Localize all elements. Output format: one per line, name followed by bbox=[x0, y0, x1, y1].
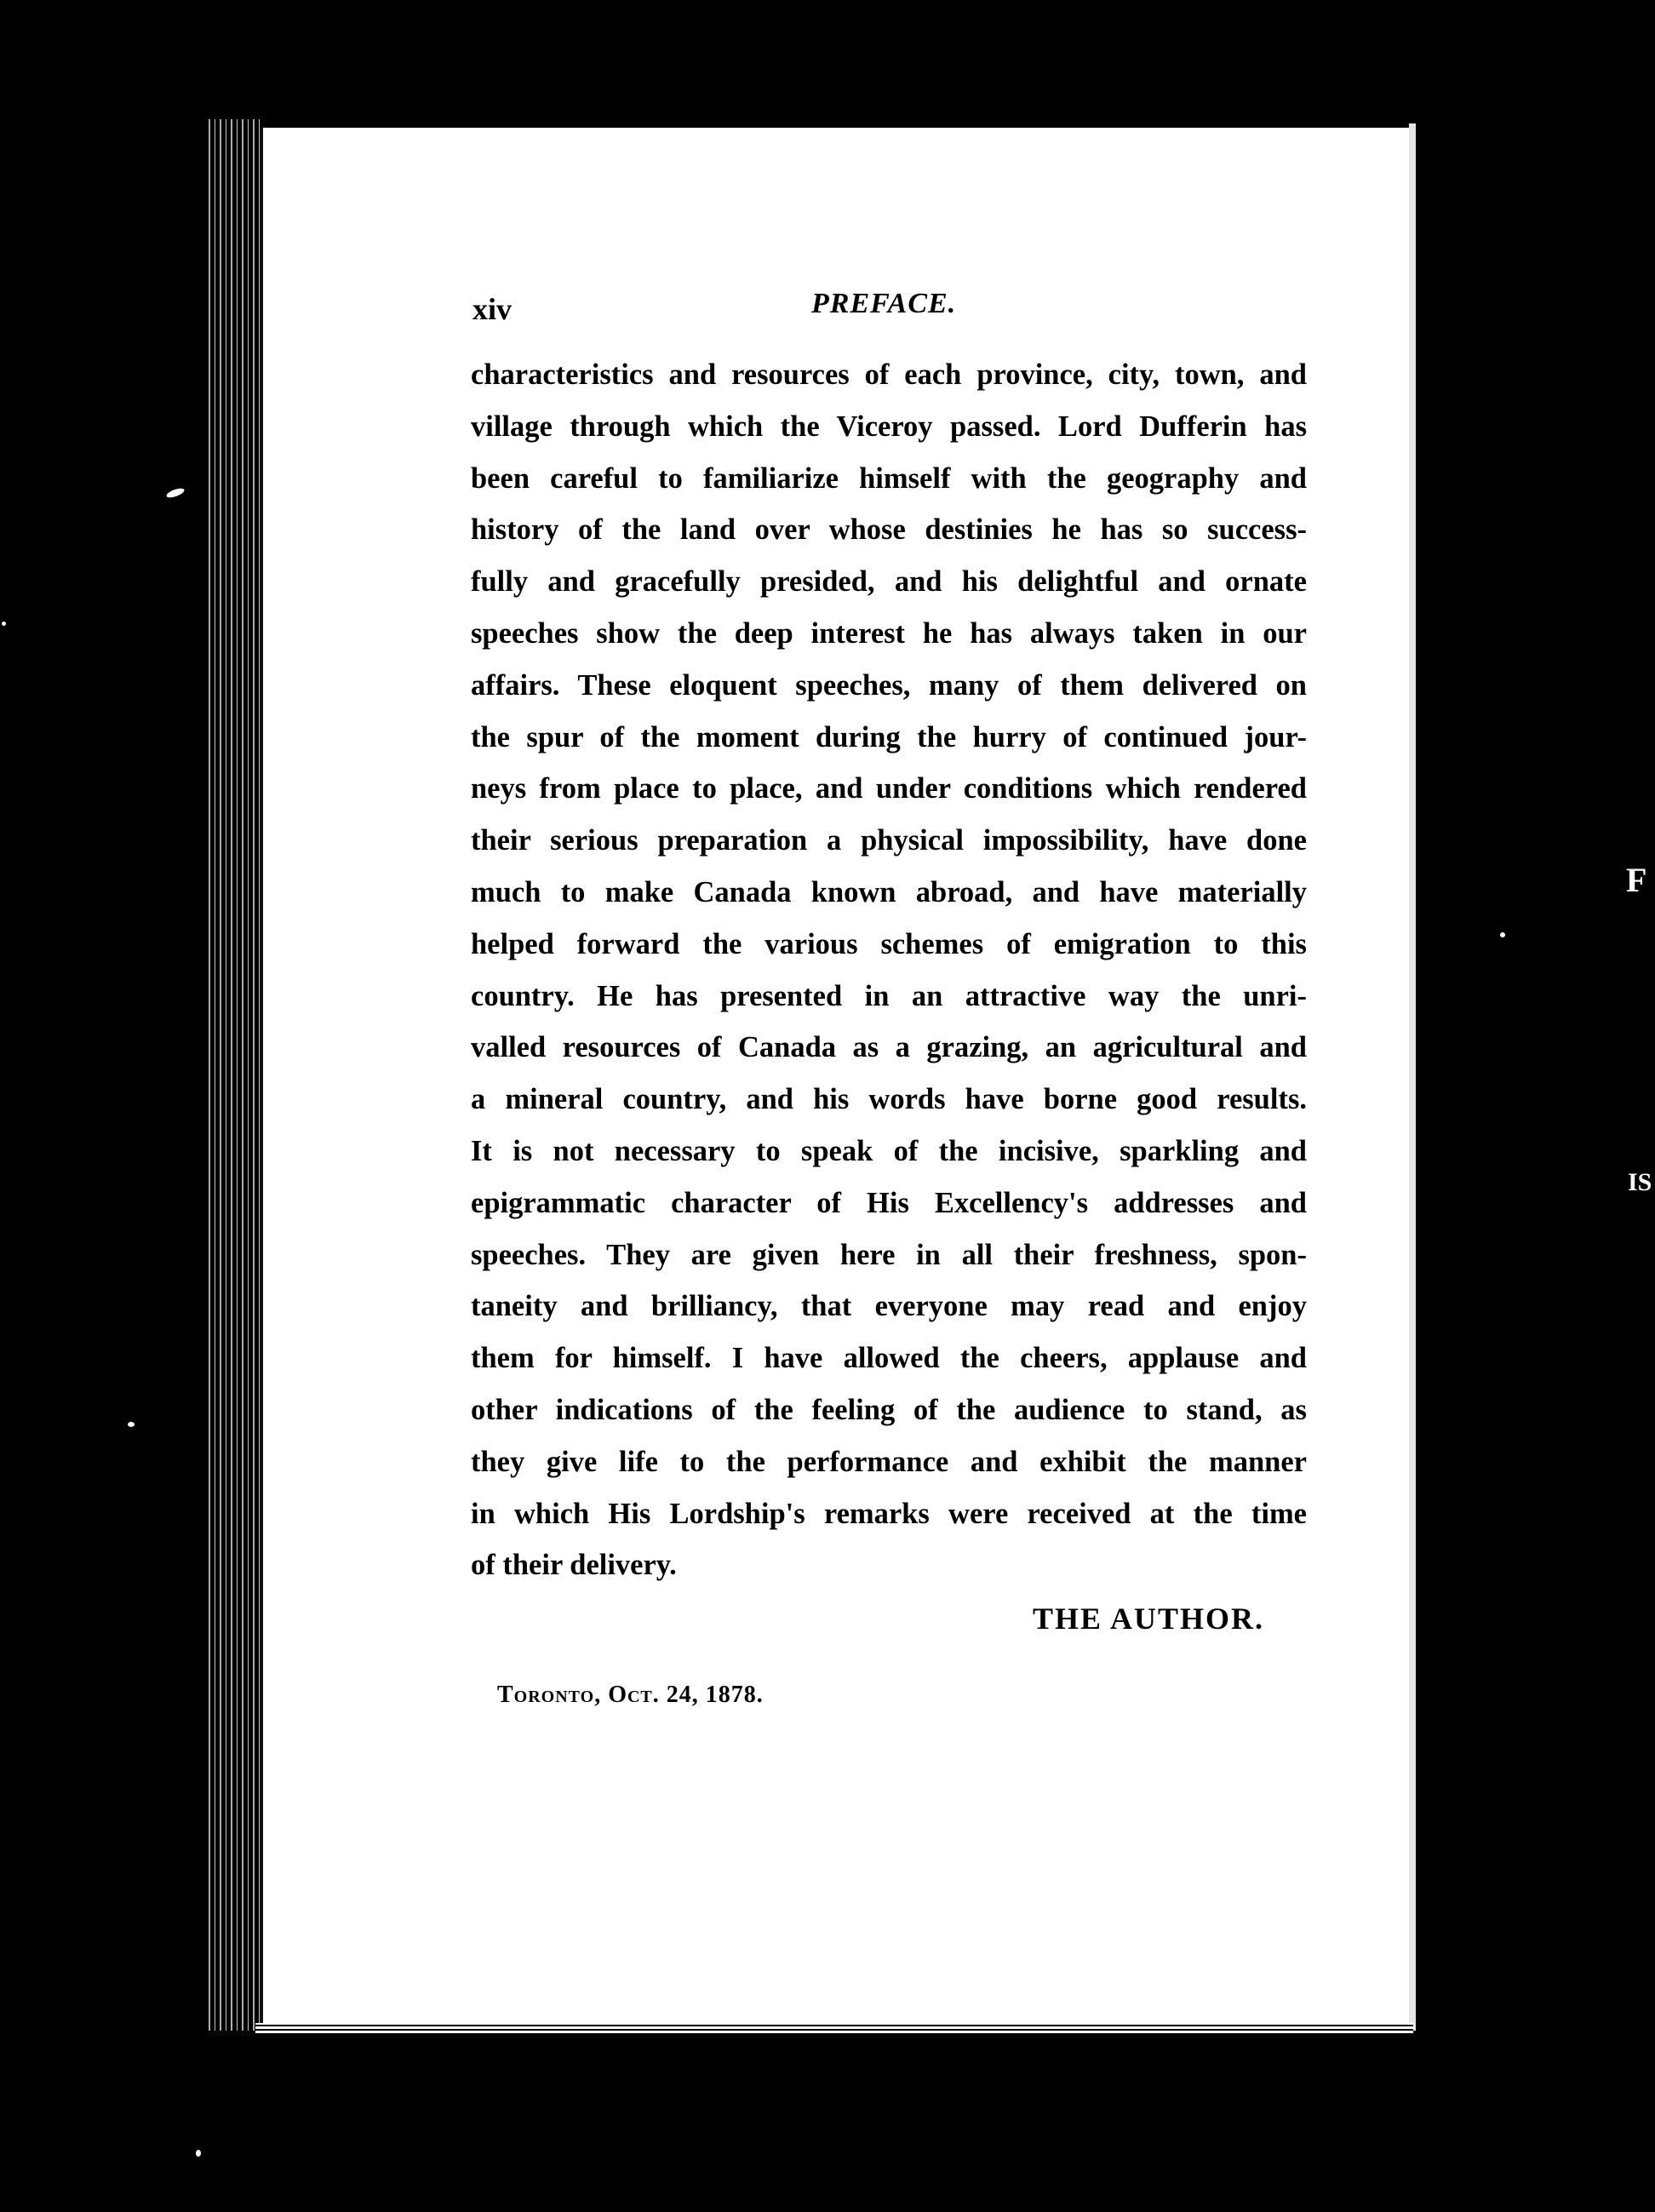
text-line: other indications of the feeling of the audience to stand, as bbox=[471, 1393, 1307, 1426]
scan-speck bbox=[165, 486, 185, 499]
running-title: PREFACE. bbox=[811, 288, 957, 319]
text-line: a mineral country, and his words have borne good results. bbox=[471, 1083, 1307, 1116]
text-line: history of the land over whose destinies he has so success- bbox=[471, 513, 1307, 547]
text-line: village through which the Viceroy passed. Lord Dufferin has bbox=[471, 410, 1307, 443]
text-line: valled resources of Canada as a grazing, an agricultural and bbox=[471, 1031, 1307, 1064]
text-line: neys from place to place, and under conditions which rendered bbox=[471, 772, 1307, 805]
preface-body bbox=[471, 349, 1307, 1591]
text-line: the spur of the moment during the hurry of continued jour- bbox=[471, 720, 1307, 754]
page-number: xiv bbox=[472, 292, 513, 326]
text-line: It is not necessary to speak of the incisive, sparkling and bbox=[471, 1134, 1307, 1167]
text-line: affairs. These eloquent speeches, many of them delivered on bbox=[471, 668, 1307, 702]
adjacent-page-fragment: F bbox=[1626, 861, 1647, 899]
text-line: been careful to familiarize himself with the geography and bbox=[471, 461, 1307, 495]
scan-speck bbox=[128, 1422, 135, 1427]
text-line: country. He has presented in an attractive way the unri- bbox=[471, 979, 1307, 1012]
text-line: much to make Canada known abroad, and have materially bbox=[471, 875, 1307, 908]
text-line: of their delivery. bbox=[471, 1549, 677, 1582]
text-line: characteristics and resources of each province, city, town, and bbox=[471, 358, 1307, 391]
author-signature: THE AUTHOR. bbox=[1033, 1602, 1265, 1636]
text-line: they give life to the performance and exhibit the manner bbox=[471, 1445, 1307, 1478]
adjacent-page-border bbox=[1409, 123, 1416, 2031]
text-line: taneity and brilliancy, that everyone may read and enjoy bbox=[471, 1290, 1307, 1323]
text-line: helped forward the various schemes of emigration to this bbox=[471, 927, 1307, 960]
running-head bbox=[472, 284, 1324, 335]
book-gutter-edge bbox=[204, 119, 262, 2031]
text-line: in which His Lordship's remarks were received at the time bbox=[471, 1497, 1307, 1530]
text-line: epigrammatic character of His Excellency's addresses and bbox=[471, 1186, 1307, 1219]
scan-speck bbox=[1500, 932, 1505, 937]
text-line: fully and gracefully presided, and his delightful and ornate bbox=[471, 565, 1307, 599]
text-line: them for himself. I have allowed the cheers, applause and bbox=[471, 1342, 1307, 1375]
page-bottom-edge bbox=[255, 2023, 1413, 2033]
adjacent-page-fragment: IS bbox=[1628, 1168, 1652, 1196]
text-line: speeches show the deep interest he has always taken in our bbox=[471, 616, 1307, 650]
text-line: speeches. They are given here in all their freshness, spon- bbox=[471, 1238, 1307, 1271]
place-and-date: Toronto, Oct. 24, 1878. bbox=[497, 1682, 764, 1708]
scan-speck bbox=[2, 622, 6, 626]
text-line: their serious preparation a physical impossibility, have done bbox=[471, 824, 1307, 857]
scan-speck bbox=[196, 2150, 201, 2157]
adjacent-page bbox=[1409, 123, 1655, 2031]
